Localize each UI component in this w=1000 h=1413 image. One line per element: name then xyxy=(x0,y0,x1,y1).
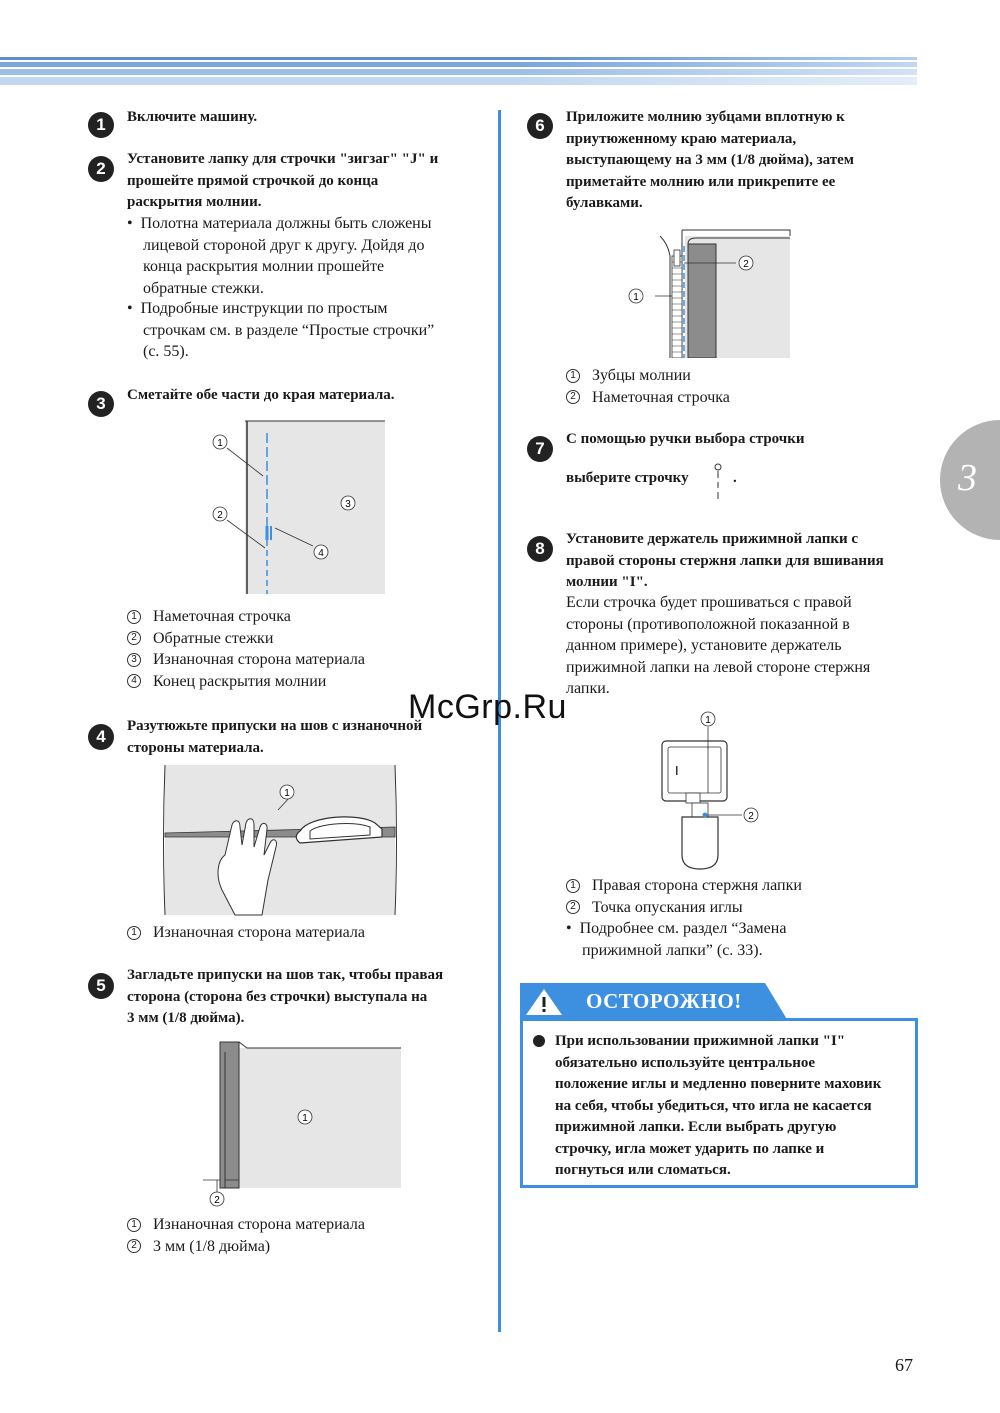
svg-text:1: 1 xyxy=(284,788,290,799)
callout-1 xyxy=(298,1110,312,1124)
callout-3 xyxy=(341,496,355,510)
svg-text:3: 3 xyxy=(345,499,351,510)
step-6-legend: 1 Зубцы молнии 2 Наметочная строчка xyxy=(566,365,730,408)
step-8-badge: 8 xyxy=(527,536,553,562)
straight-stitch-icon xyxy=(710,463,726,501)
callout-2 xyxy=(744,808,758,822)
svg-text:4: 4 xyxy=(318,548,324,559)
step-5-legend: 1 Изнаночная сторона материала 2 3 мм (1/8 дюйма) xyxy=(127,1214,365,1257)
step-8-legend: 1 Правая сторона стержня лапки 2 Точка опускания иглы xyxy=(566,875,802,918)
seam-allowance xyxy=(688,244,716,358)
callout-1 xyxy=(701,712,715,726)
fabric-wrong-side xyxy=(245,421,385,594)
caution-title: ОСТОРОЖНО! xyxy=(586,989,742,1013)
svg-text:2: 2 xyxy=(214,1195,220,1206)
step-2-bullet-2: • Подробные инструкции по простым строчкам см. в разделе “Простые строчки” (с. 55). xyxy=(127,300,435,360)
callout-1 xyxy=(629,289,643,303)
step-4-legend: 1 Изнаночная сторона материала xyxy=(127,922,365,944)
callout-2 xyxy=(210,1192,224,1206)
step-6-title: Приложите молнию зубцами вплотную к приутюженному краю материала, выступающему на 3 мм (1/8 дюйма), затем приметайте молнию или прикрепите ее булавками. xyxy=(566,109,854,211)
caution-text: При использовании прижимной лапки "I" обязательно используйте центральное положение иглы и медленно поверните маховик на себя, чтобы убедиться, что игла не касается прижимной лапки. Если выбрать другую строчку, игла может ударить по лапке и погнуться или сломаться. xyxy=(555,1033,882,1178)
zipper-tape-edge xyxy=(660,236,670,358)
svg-text:2: 2 xyxy=(748,811,754,822)
fabric-top-edge xyxy=(682,230,790,236)
fabric-wrong-side xyxy=(239,1048,401,1188)
fabric-wrong-side xyxy=(165,765,395,915)
step-4-badge: 4 xyxy=(88,724,114,750)
zipper-slider xyxy=(674,250,680,266)
step-5-figure xyxy=(195,1040,405,1215)
fabric-right-edge xyxy=(395,765,397,915)
svg-text:2: 2 xyxy=(743,259,749,270)
step-1-title: Включите машину. xyxy=(127,109,258,125)
svg-text:1: 1 xyxy=(302,1113,308,1124)
step-4-title: Разутюжьте припуски на шов с изнаночной стороны материала. xyxy=(127,718,423,756)
seam-allowance xyxy=(220,1042,239,1188)
step-8-bullet: • Подробнее см. раздел “Замена прижимной лапки” (с. 33). xyxy=(566,920,787,959)
callout-4 xyxy=(314,545,328,559)
fabric-left-edge xyxy=(164,765,166,915)
callout-1 xyxy=(213,435,227,449)
watermark: McGrp.Ru xyxy=(408,688,567,726)
page-number: 67 xyxy=(895,1355,913,1375)
callout-2 xyxy=(739,256,753,270)
step-8-title: Установите держатель прижимной лапки с правой стороны стержня лапки для вшивания молнии "I". xyxy=(566,531,884,590)
callout-2 xyxy=(213,507,227,521)
svg-text:1: 1 xyxy=(705,715,711,726)
svg-text:1: 1 xyxy=(217,438,223,449)
step-2-badge: 2 xyxy=(88,156,114,182)
chapter-number: 3 xyxy=(958,457,977,499)
zipper-teeth xyxy=(672,256,682,358)
header-stripe-fade xyxy=(520,57,917,85)
step-3-legend: 1 Наметочная строчка 2 Обратные стежки 3 Изнаночная сторона материала 4 Конец раскрытия молнии xyxy=(127,606,365,692)
fabric-top-edge xyxy=(220,1042,401,1048)
presser-foot-body xyxy=(662,741,727,801)
caution-bullet-dot xyxy=(533,1035,545,1047)
step-2-title: Установите лапку для строчки "зигзаг" "J" и прошейте прямой строчкой до конца раскрытия молнии. xyxy=(127,151,439,210)
step-7-title-end: . xyxy=(733,470,737,486)
foot-holder xyxy=(682,817,718,869)
step-3-figure xyxy=(205,418,395,598)
step-3-title: Сметайте обе части до края материала. xyxy=(127,387,395,403)
svg-text:1: 1 xyxy=(633,292,639,303)
step-8-figure xyxy=(650,705,765,875)
step-1-badge: 1 xyxy=(88,112,114,138)
step-7-title-line-1: С помощью ручки выбора строчки xyxy=(566,431,805,447)
foot-ankle xyxy=(686,793,700,803)
step-5-title: Загладьте припуски на шов так, чтобы правая сторона (сторона без строчки) выступала на 3 мм (1/8 дюйма). xyxy=(127,967,444,1026)
step-3-badge: 3 xyxy=(88,391,114,417)
foot-letter: I xyxy=(675,763,679,778)
step-7-title-line-2: выберите строчку xyxy=(566,470,689,486)
step-6-badge: 6 xyxy=(527,113,553,139)
step-5-badge: 5 xyxy=(88,973,114,999)
step-4-figure xyxy=(160,765,400,920)
callout-1 xyxy=(280,785,294,799)
svg-text:2: 2 xyxy=(217,510,223,521)
step-2-bullet-1: • Полотна материала должны быть сложены лицевой стороной друг к другу. Дойдя до конца раскрытия молнии прошейте обратные стежки. xyxy=(127,215,432,297)
step-8-body: Если строчка будет прошиваться с правой стороны (противоположной показанной в данном примере), установите держатель прижимной лапки на левой стороне стержня лапки. xyxy=(566,594,871,697)
step-7-badge: 7 xyxy=(527,436,553,462)
needle-drop-point xyxy=(703,813,708,818)
step-6-figure xyxy=(620,226,795,358)
